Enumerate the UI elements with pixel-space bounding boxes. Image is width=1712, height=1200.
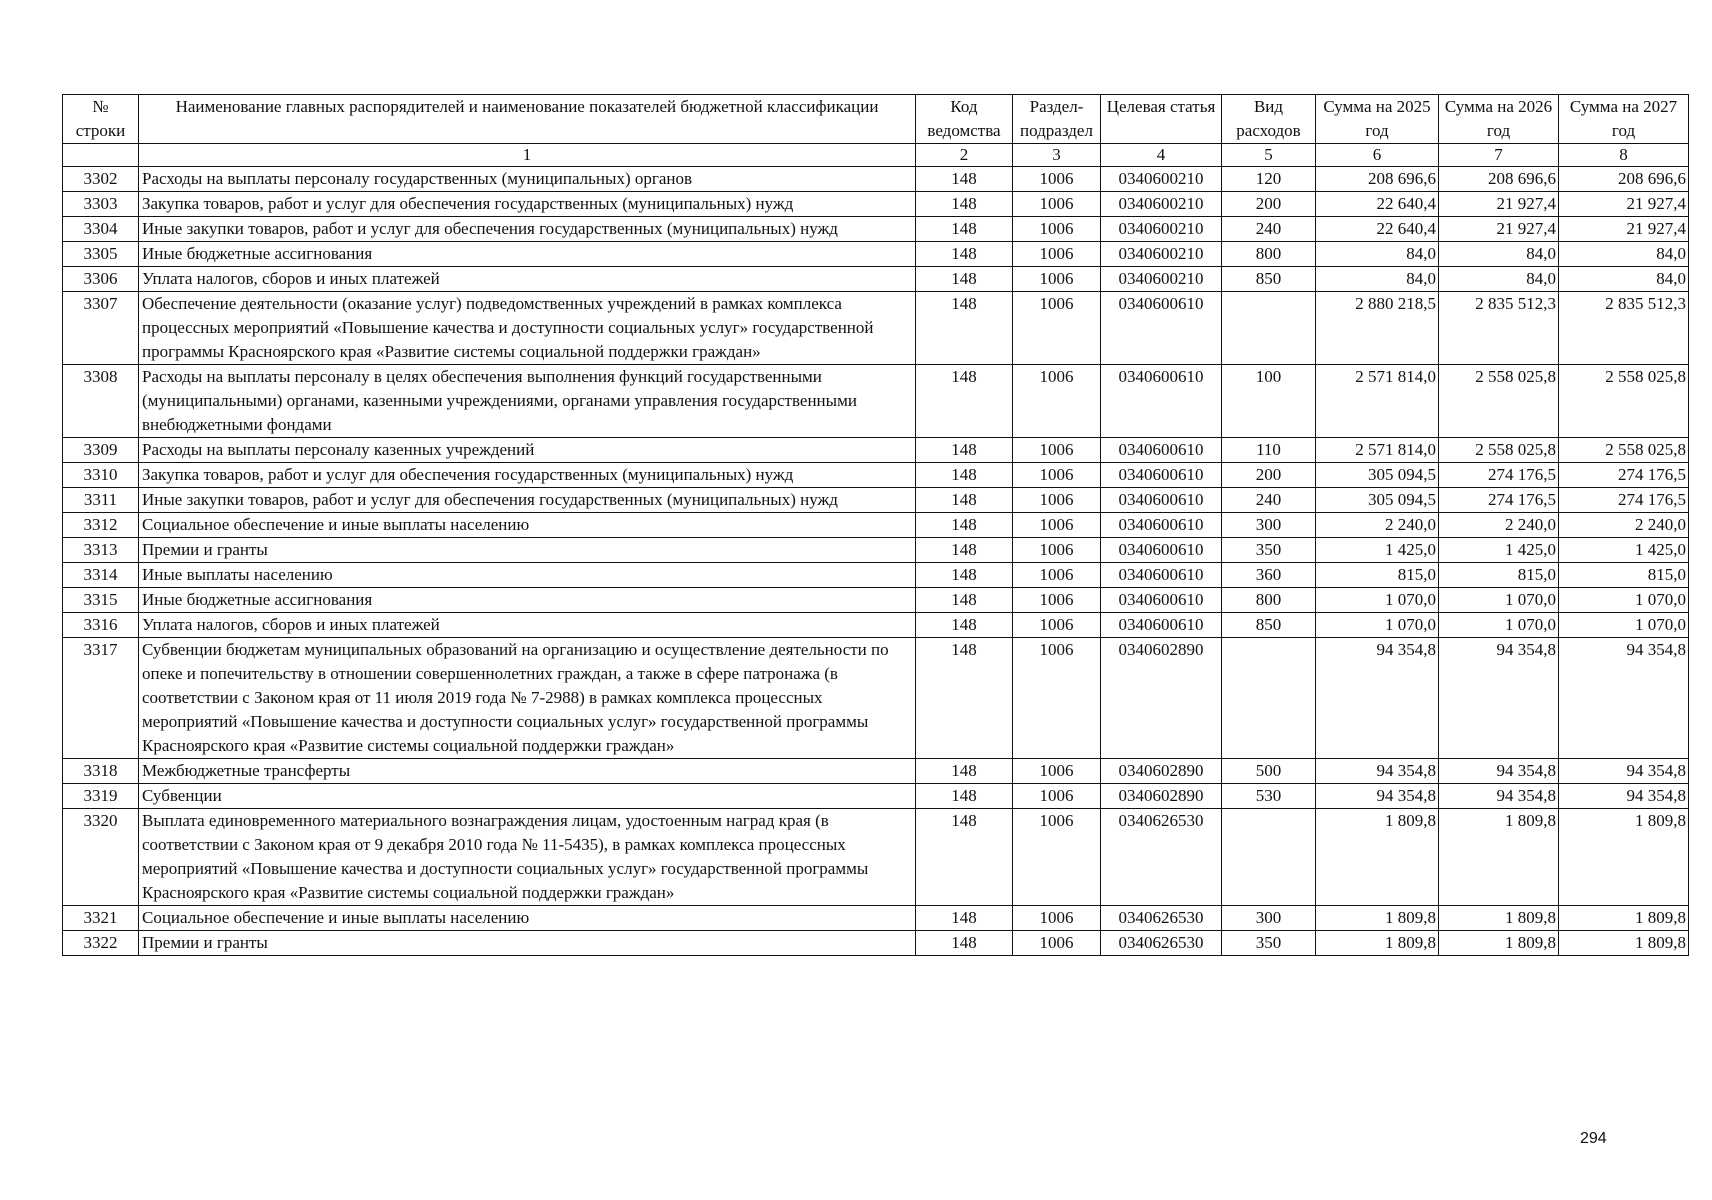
row-name-cell: Уплата налогов, сборов и иных платежей [139,613,916,638]
expense-type-cell: 800 [1222,588,1316,613]
section-cell: 1006 [1013,463,1101,488]
target-cell: 0340602890 [1101,638,1222,759]
sum-2027-cell: 2 558 025,8 [1559,438,1689,463]
row-number-cell: 3312 [63,513,139,538]
row-name-cell: Уплата налогов, сборов и иных платежей [139,267,916,292]
column-number: 2 [916,144,1013,167]
sum-2026-cell: 21 927,4 [1439,192,1559,217]
sum-2026-cell: 2 558 025,8 [1439,438,1559,463]
sum-2026-cell: 815,0 [1439,563,1559,588]
sum-2026-cell: 1 070,0 [1439,588,1559,613]
section-cell: 1006 [1013,438,1101,463]
header-sum-2025: Сумма на 2025 год [1316,95,1439,144]
row-number-cell: 3306 [63,267,139,292]
section-cell: 1006 [1013,638,1101,759]
sum-2025-cell: 1 070,0 [1316,613,1439,638]
dept-code-cell: 148 [916,931,1013,956]
table-row [63,759,1689,784]
target-cell: 0340626530 [1101,809,1222,906]
section-cell: 1006 [1013,931,1101,956]
column-number: 4 [1101,144,1222,167]
target-cell: 0340600210 [1101,267,1222,292]
sum-2027-cell: 208 696,6 [1559,167,1689,192]
dept-code-cell: 148 [916,588,1013,613]
row-number-cell: 3316 [63,613,139,638]
target-cell: 0340626530 [1101,931,1222,956]
sum-2027-cell: 21 927,4 [1559,192,1689,217]
table-row [63,513,1689,538]
table-row [63,217,1689,242]
sum-2026-cell: 1 809,8 [1439,906,1559,931]
sum-2026-cell: 2 240,0 [1439,513,1559,538]
sum-2025-cell: 1 809,8 [1316,906,1439,931]
sum-2026-cell: 1 425,0 [1439,538,1559,563]
expense-type-cell [1222,292,1316,365]
sum-2025-cell: 1 809,8 [1316,809,1439,906]
dept-code-cell: 148 [916,488,1013,513]
target-cell: 0340600210 [1101,192,1222,217]
sum-2027-cell: 1 809,8 [1559,809,1689,906]
sum-2025-cell: 22 640,4 [1316,192,1439,217]
row-name-cell: Премии и гранты [139,931,916,956]
table-body [63,167,1689,956]
row-number-cell: 3305 [63,242,139,267]
section-cell: 1006 [1013,513,1101,538]
sum-2027-cell: 2 240,0 [1559,513,1689,538]
dept-code-cell: 148 [916,513,1013,538]
target-cell: 0340600610 [1101,488,1222,513]
sum-2027-cell: 1 809,8 [1559,931,1689,956]
expense-type-cell: 240 [1222,488,1316,513]
column-number: 6 [1316,144,1439,167]
target-cell: 0340600610 [1101,438,1222,463]
row-name-cell: Социальное обеспечение и иные выплаты населению [139,906,916,931]
table-row [63,931,1689,956]
expense-type-cell: 120 [1222,167,1316,192]
sum-2026-cell: 274 176,5 [1439,488,1559,513]
target-cell: 0340600610 [1101,538,1222,563]
sum-2025-cell: 94 354,8 [1316,784,1439,809]
sum-2025-cell: 84,0 [1316,242,1439,267]
row-name-cell: Иные бюджетные ассигнования [139,588,916,613]
section-cell: 1006 [1013,267,1101,292]
target-cell: 0340600610 [1101,292,1222,365]
row-number-cell: 3311 [63,488,139,513]
sum-2027-cell: 1 070,0 [1559,613,1689,638]
expense-type-cell: 850 [1222,267,1316,292]
target-cell: 0340602890 [1101,759,1222,784]
sum-2026-cell: 2 558 025,8 [1439,365,1559,438]
sum-2026-cell: 1 809,8 [1439,809,1559,906]
sum-2027-cell: 94 354,8 [1559,638,1689,759]
dept-code-cell: 148 [916,759,1013,784]
expense-type-cell: 350 [1222,538,1316,563]
dept-code-cell: 148 [916,538,1013,563]
target-cell: 0340600610 [1101,588,1222,613]
row-name-cell: Закупка товаров, работ и услуг для обеспечения государственных (муниципальных) нужд [139,463,916,488]
header-row-no: № строки [63,95,139,144]
header-name: Наименование главных распорядителей и наименование показателей бюджетной классификации [139,95,916,144]
expense-type-cell: 200 [1222,192,1316,217]
sum-2025-cell: 94 354,8 [1316,759,1439,784]
column-number: 5 [1222,144,1316,167]
row-name-cell: Выплата единовременного материального вознаграждения лицам, удостоенным наград края (в соответствии с Законом края от 9 декабря 2010 года № 11-5435), в рамках комплекса процессных мероприятий «Повышение качества и доступности социальных услуг» государственной программы Красноярского края «Развитие системы социальной поддержки граждан» [139,809,916,906]
sum-2025-cell: 84,0 [1316,267,1439,292]
target-cell: 0340600610 [1101,563,1222,588]
expense-type-cell: 300 [1222,513,1316,538]
sum-2027-cell: 815,0 [1559,563,1689,588]
budget-table [62,94,1689,956]
table-row [63,638,1689,759]
row-name-cell: Социальное обеспечение и иные выплаты населению [139,513,916,538]
section-cell: 1006 [1013,538,1101,563]
sum-2026-cell: 94 354,8 [1439,784,1559,809]
dept-code-cell: 148 [916,638,1013,759]
header-row [63,95,1689,144]
row-name-cell: Расходы на выплаты персоналу в целях обеспечения выполнения функций государственными (муниципальными) органами, казенными учреждениями, органами управления государственными внебюджетными фондами [139,365,916,438]
row-number-cell: 3310 [63,463,139,488]
sum-2025-cell: 94 354,8 [1316,638,1439,759]
section-cell: 1006 [1013,488,1101,513]
row-number-cell: 3317 [63,638,139,759]
column-number-row [63,144,1689,167]
dept-code-cell: 148 [916,784,1013,809]
table-row [63,192,1689,217]
expense-type-cell: 530 [1222,784,1316,809]
target-cell: 0340600610 [1101,613,1222,638]
column-number [63,144,139,167]
column-number: 7 [1439,144,1559,167]
header-expense-type: Вид расходов [1222,95,1316,144]
sum-2026-cell: 94 354,8 [1439,759,1559,784]
sum-2027-cell: 94 354,8 [1559,784,1689,809]
sum-2025-cell: 1 425,0 [1316,538,1439,563]
column-number: 8 [1559,144,1689,167]
sum-2026-cell: 94 354,8 [1439,638,1559,759]
dept-code-cell: 148 [916,563,1013,588]
row-number-cell: 3304 [63,217,139,242]
section-cell: 1006 [1013,906,1101,931]
sum-2025-cell: 305 094,5 [1316,488,1439,513]
sum-2026-cell: 84,0 [1439,242,1559,267]
section-cell: 1006 [1013,588,1101,613]
sum-2027-cell: 1 425,0 [1559,538,1689,563]
row-name-cell: Субвенции [139,784,916,809]
table-row [63,463,1689,488]
target-cell: 0340600610 [1101,513,1222,538]
row-number-cell: 3315 [63,588,139,613]
sum-2025-cell: 2 571 814,0 [1316,365,1439,438]
row-name-cell: Иные выплаты населению [139,563,916,588]
table-row [63,784,1689,809]
expense-type-cell: 240 [1222,217,1316,242]
sum-2025-cell: 1 070,0 [1316,588,1439,613]
header-section: Раздел-подраздел [1013,95,1101,144]
header-dept-code: Код ведомства [916,95,1013,144]
row-name-cell: Иные бюджетные ассигнования [139,242,916,267]
table-row [63,365,1689,438]
sum-2026-cell: 1 070,0 [1439,613,1559,638]
sum-2027-cell: 84,0 [1559,242,1689,267]
table-row [63,167,1689,192]
sum-2025-cell: 305 094,5 [1316,463,1439,488]
dept-code-cell: 148 [916,463,1013,488]
row-name-cell: Иные закупки товаров, работ и услуг для обеспечения государственных (муниципальных) нужд [139,217,916,242]
sum-2026-cell: 84,0 [1439,267,1559,292]
row-name-cell: Премии и гранты [139,538,916,563]
table-row [63,267,1689,292]
expense-type-cell: 300 [1222,906,1316,931]
expense-type-cell: 800 [1222,242,1316,267]
dept-code-cell: 148 [916,217,1013,242]
sum-2026-cell: 21 927,4 [1439,217,1559,242]
table-row [63,906,1689,931]
row-name-cell: Расходы на выплаты персоналу казенных учреждений [139,438,916,463]
page-number: 294 [1580,1130,1607,1147]
column-number: 3 [1013,144,1101,167]
target-cell: 0340600210 [1101,167,1222,192]
expense-type-cell [1222,638,1316,759]
table-row [63,809,1689,906]
sum-2027-cell: 84,0 [1559,267,1689,292]
row-number-cell: 3321 [63,906,139,931]
sum-2025-cell: 1 809,8 [1316,931,1439,956]
section-cell: 1006 [1013,563,1101,588]
expense-type-cell [1222,809,1316,906]
section-cell: 1006 [1013,784,1101,809]
sum-2026-cell: 274 176,5 [1439,463,1559,488]
sum-2026-cell: 2 835 512,3 [1439,292,1559,365]
table-row [63,563,1689,588]
row-name-cell: Межбюджетные трансферты [139,759,916,784]
dept-code-cell: 148 [916,809,1013,906]
table-row [63,242,1689,267]
sum-2025-cell: 2 880 218,5 [1316,292,1439,365]
sum-2025-cell: 2 240,0 [1316,513,1439,538]
dept-code-cell: 148 [916,906,1013,931]
sum-2027-cell: 1 809,8 [1559,906,1689,931]
row-number-cell: 3322 [63,931,139,956]
dept-code-cell: 148 [916,292,1013,365]
row-name-cell: Расходы на выплаты персоналу государственных (муниципальных) органов [139,167,916,192]
target-cell: 0340600210 [1101,217,1222,242]
expense-type-cell: 100 [1222,365,1316,438]
row-number-cell: 3319 [63,784,139,809]
target-cell: 0340602890 [1101,784,1222,809]
target-cell: 0340600210 [1101,242,1222,267]
sum-2026-cell: 208 696,6 [1439,167,1559,192]
target-cell: 0340626530 [1101,906,1222,931]
dept-code-cell: 148 [916,365,1013,438]
column-number: 1 [139,144,916,167]
row-name-cell: Иные закупки товаров, работ и услуг для обеспечения государственных (муниципальных) нужд [139,488,916,513]
expense-type-cell: 360 [1222,563,1316,588]
budget-table-container [62,94,1688,956]
target-cell: 0340600610 [1101,463,1222,488]
table-row [63,292,1689,365]
dept-code-cell: 148 [916,613,1013,638]
sum-2027-cell: 21 927,4 [1559,217,1689,242]
sum-2025-cell: 815,0 [1316,563,1439,588]
row-number-cell: 3320 [63,809,139,906]
row-number-cell: 3313 [63,538,139,563]
row-name-cell: Закупка товаров, работ и услуг для обеспечения государственных (муниципальных) нужд [139,192,916,217]
section-cell: 1006 [1013,167,1101,192]
expense-type-cell: 350 [1222,931,1316,956]
section-cell: 1006 [1013,613,1101,638]
row-name-cell: Обеспечение деятельности (оказание услуг) подведомственных учреждений в рамках комплекса процессных мероприятий «Повышение качества и доступности социальных услуг» государственной программы Красноярского края «Развитие системы социальной поддержки граждан» [139,292,916,365]
dept-code-cell: 148 [916,192,1013,217]
sum-2027-cell: 274 176,5 [1559,488,1689,513]
row-number-cell: 3307 [63,292,139,365]
row-number-cell: 3302 [63,167,139,192]
table-row [63,588,1689,613]
dept-code-cell: 148 [916,167,1013,192]
section-cell: 1006 [1013,292,1101,365]
row-number-cell: 3318 [63,759,139,784]
expense-type-cell: 500 [1222,759,1316,784]
section-cell: 1006 [1013,809,1101,906]
sum-2025-cell: 2 571 814,0 [1316,438,1439,463]
sum-2027-cell: 94 354,8 [1559,759,1689,784]
dept-code-cell: 148 [916,438,1013,463]
table-row [63,438,1689,463]
sum-2027-cell: 2 558 025,8 [1559,365,1689,438]
sum-2025-cell: 208 696,6 [1316,167,1439,192]
header-sum-2027: Сумма на 2027 год [1559,95,1689,144]
expense-type-cell: 110 [1222,438,1316,463]
sum-2027-cell: 274 176,5 [1559,463,1689,488]
row-number-cell: 3309 [63,438,139,463]
expense-type-cell: 850 [1222,613,1316,638]
row-number-cell: 3308 [63,365,139,438]
section-cell: 1006 [1013,365,1101,438]
target-cell: 0340600610 [1101,365,1222,438]
section-cell: 1006 [1013,242,1101,267]
table-row [63,613,1689,638]
sum-2027-cell: 2 835 512,3 [1559,292,1689,365]
dept-code-cell: 148 [916,267,1013,292]
table-row [63,488,1689,513]
dept-code-cell: 148 [916,242,1013,267]
row-number-cell: 3314 [63,563,139,588]
section-cell: 1006 [1013,759,1101,784]
section-cell: 1006 [1013,192,1101,217]
table-row [63,538,1689,563]
row-number-cell: 3303 [63,192,139,217]
row-name-cell: Субвенции бюджетам муниципальных образований на организацию и осуществление деятельности по опеке и попечительству в отношении совершеннолетних граждан, а также в сфере патронажа (в соответствии с Законом края от 11 июля 2019 года № 7-2988) в рамках комплекса процессных мероприятий «Повышение качества и доступности социальных услуг» государственной программы Красноярского края «Развитие системы социальной поддержки граждан» [139,638,916,759]
header-sum-2026: Сумма на 2026 год [1439,95,1559,144]
expense-type-cell: 200 [1222,463,1316,488]
section-cell: 1006 [1013,217,1101,242]
sum-2027-cell: 1 070,0 [1559,588,1689,613]
header-target: Целевая статья [1101,95,1222,144]
sum-2025-cell: 22 640,4 [1316,217,1439,242]
sum-2026-cell: 1 809,8 [1439,931,1559,956]
